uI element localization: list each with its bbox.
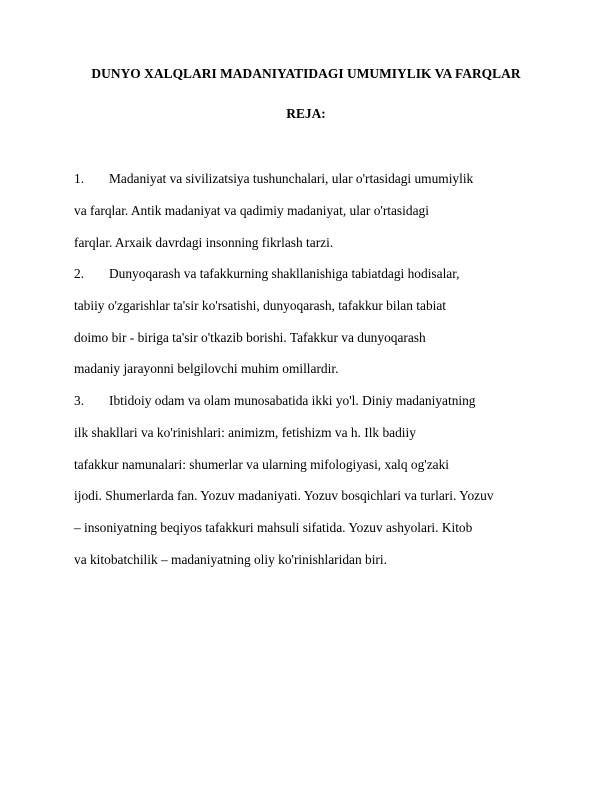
list-item-text: Ibtidoiy odam va olam munosabatida ikki yo'l. Diniy madaniyatning (109, 393, 476, 408)
list-item-text: Dunyoqarash va tafakkurning shakllanishiga tabiatdagi hodisalar, (109, 266, 460, 281)
list-item-text: doimo bir - biriga ta'sir o'tkazib borishi. Tafakkur va dunyoqarash (74, 330, 426, 345)
list-item-text: ijodi. Shumerlarda fan. Yozuv madaniyati. Yozuv bosqichlari va turlari. Yozuv (74, 488, 494, 503)
list-item-text: tabiiy o'zgarishlar ta'sir ko'rsatishi, dunyoqarash, tafakkur bilan tabiat (74, 298, 447, 313)
list-item-text: Madaniyat va sivilizatsiya tushunchalari, ular o'rtasidagi umumiylik (109, 171, 474, 186)
list-item-text: ilk shakllari va ko'rinishlari: animizm, fetishizm va h. Ilk badiiy (74, 425, 416, 440)
list-item-number: 2. (74, 266, 85, 281)
list-item-text: tafakkur namunalari: shumerlar va ularning mifologiyasi, xalq og'zaki (74, 457, 450, 472)
list-item-text: – insoniyatning beqiyos tafakkuri mahsuli sifatida. Yozuv ashyolari. Kitob (74, 520, 473, 535)
list-item-number: 3. (74, 393, 85, 408)
plan-heading: REJA: (286, 106, 326, 121)
list-item-text: madaniy jarayonni belgilovchi muhim omillardir. (74, 361, 339, 376)
list-item-text: farqlar. Arxaik davrdagi insonning fikrlash tarzi. (74, 235, 334, 250)
list-item-text: va farqlar. Antik madaniyat va qadimiy madaniyat, ular o'rtasidagi (74, 203, 429, 218)
list-item-number: 1. (74, 171, 85, 186)
page-title: DUNYO XALQLARI MADANIYATIDAGI UMUMIYLIK VA FARQLAR (91, 66, 521, 81)
list-item-text: va kitobatchilik – madaniyatning oliy ko'rinishlaridan biri. (74, 552, 387, 567)
